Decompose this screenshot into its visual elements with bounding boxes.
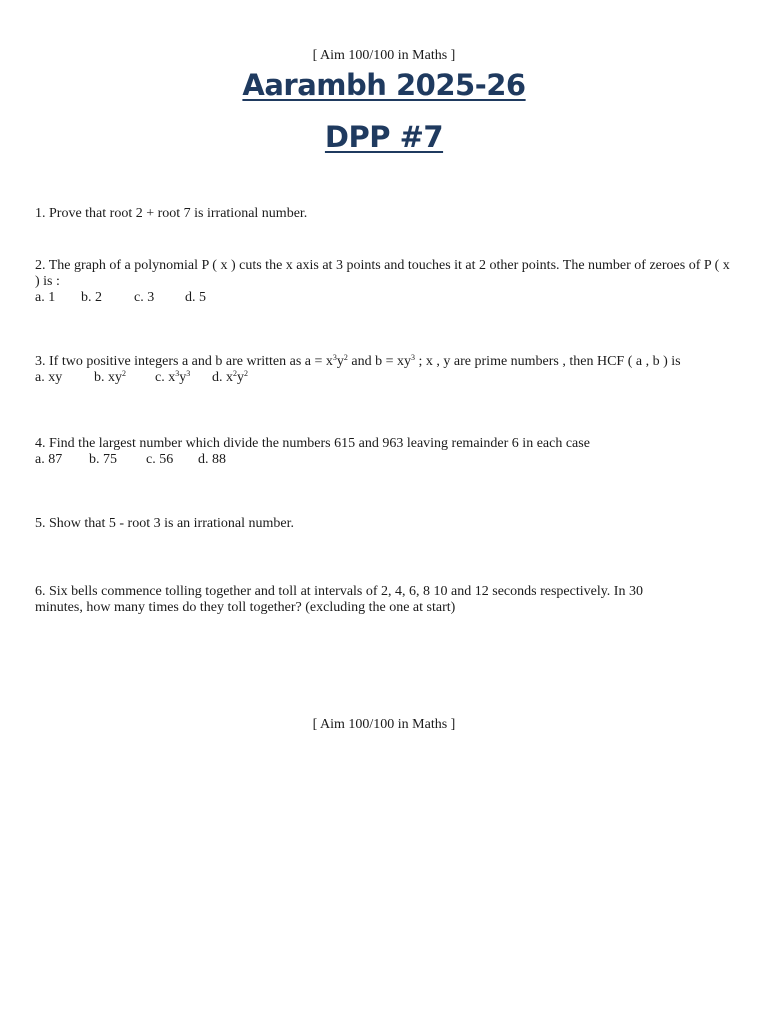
question-1 [35,206,735,222]
option-c: c. 56 [146,452,174,467]
question-2 [35,258,735,306]
question-3-options [35,370,735,386]
option-d: d. 5 [185,290,206,305]
option-c: c. 3 [134,290,155,305]
question-1-text: 1. Prove that root 2 + root 7 is irrational number. [35,206,308,221]
question-4-text: 4. Find the largest number which divide the numbers 615 and 963 leaving remainder 6 in each case [35,436,590,451]
question-3 [35,354,735,386]
option-d: d. 88 [198,452,226,467]
dpp-number: DPP #7 [324,120,444,154]
option-a: a. 87 [35,452,63,467]
option-b: b. $xy^2$ [94,369,126,385]
document-title: Aarambh 2025-26 [242,68,526,102]
option-b: b. 75 [89,452,117,467]
option-b: b. 2 [81,290,102,305]
question-5-text: 5. Show that 5 - root 3 is an irrational number. [35,516,294,531]
header-tagline: [ Aim 100/100 in Maths ] [312,48,456,63]
footer-tagline: [ Aim 100/100 in Maths ] [312,717,456,732]
question-6-text: 6. Six bells commence tolling together and toll at intervals of 2, 4, 6, 8 10 and 12 seconds respectively. In 30 minutes, how many times do they toll together? (excluding the one at start) [35,584,643,615]
question-6 [35,584,685,616]
question-3-text: 3. If two positive integers a and b are written as $a = x^3y^2$ and $b = xy^3$ ; x , y are prime numbers , then HCF ( a , b ) is [35,353,681,369]
question-4 [35,436,735,468]
question-2-text: 2. The graph of a polynomial P ( x ) cuts the x axis at 3 points and touches it at 2 other points. The number of zeroes of P ( x ) is : [35,258,730,289]
option-a: a. xy [35,370,63,385]
question-2-options [35,290,735,306]
option-a: a. 1 [35,290,56,305]
question-4-options [35,452,735,468]
option-c: c. $x^3y^3$ [155,369,191,385]
option-d: d. $x^2y^2$ [212,369,248,385]
question-5 [35,516,735,532]
